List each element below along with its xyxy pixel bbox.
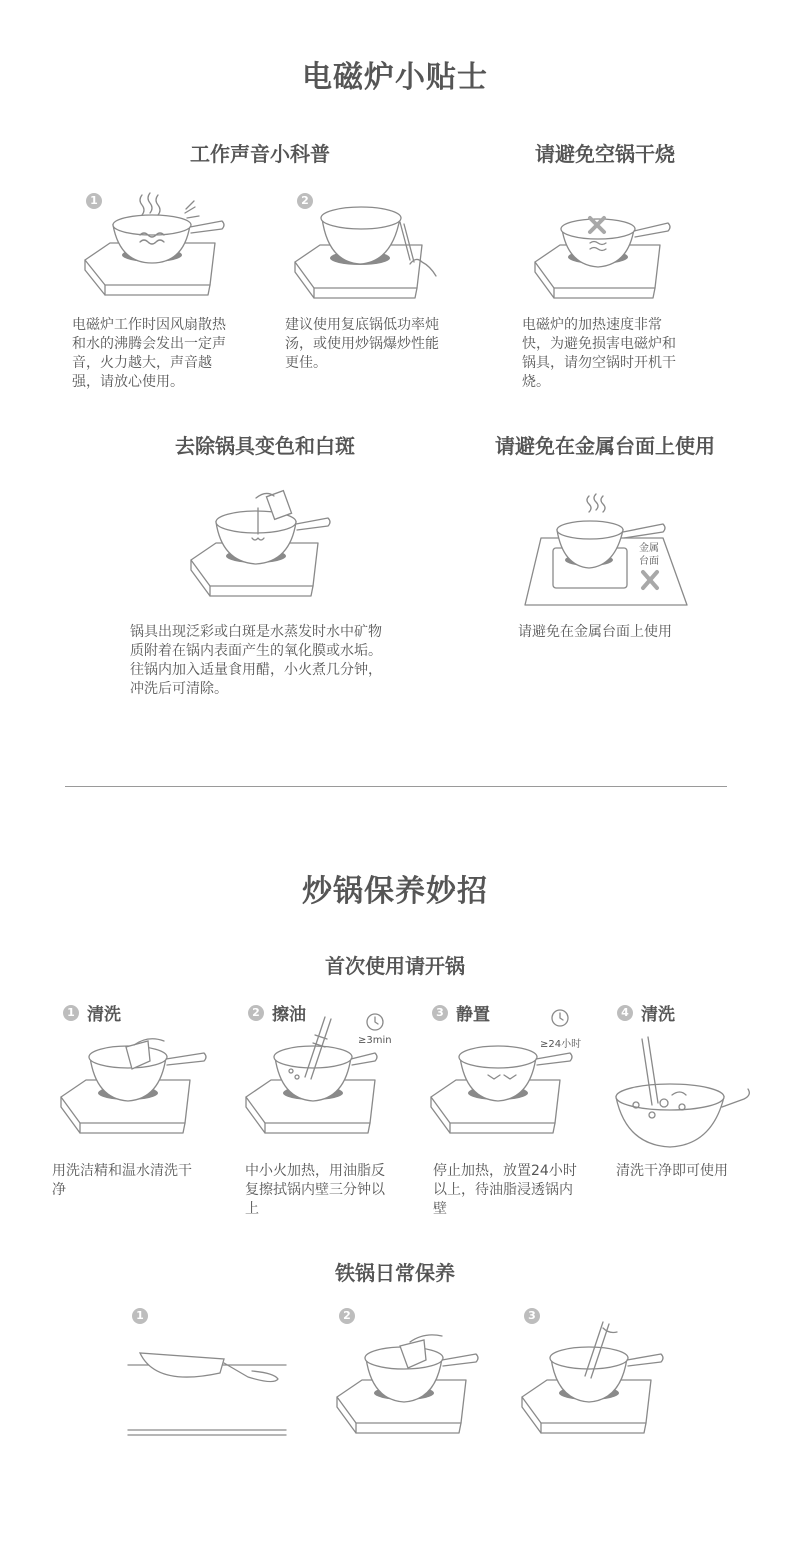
empty-pan-illustration	[532, 205, 682, 310]
step-number-badge: 1	[86, 193, 102, 209]
metal-surface-illustration	[523, 490, 693, 610]
dry-wok-illustration	[128, 1335, 288, 1440]
first-use-step-1-header	[63, 1000, 121, 1025]
section-title-first-use: 首次使用请开锅	[325, 954, 465, 978]
step-number-badge: 4	[617, 1005, 633, 1021]
clock-icon	[550, 1008, 570, 1028]
pan-handle	[190, 221, 224, 233]
step-number-badge: 3	[432, 1005, 448, 1021]
first-use-step-4-header	[617, 1000, 675, 1025]
wok-recommend-illustration	[292, 200, 442, 310]
step-number-badge: 1	[63, 1005, 79, 1021]
first-use-step-3-header	[432, 1000, 490, 1025]
step-number-badge: 1	[132, 1308, 148, 1324]
section-title-daily: 铁锅日常保养	[335, 1261, 455, 1285]
fan-lines	[185, 201, 199, 218]
daily-oil-illustration	[334, 1330, 484, 1445]
vinegar-clean-illustration	[188, 488, 338, 608]
daily-heat-illustration	[519, 1320, 669, 1445]
section-title-stain: 去除锅具变色和白斑	[175, 434, 355, 458]
metal-text: 请避免在金属台面上使用	[518, 624, 672, 640]
first-use-step-3-text: 停止加热，放置24小时以上，待油脂浸透锅内壁	[433, 1163, 577, 1217]
page-title-care: 炒锅保养妙招	[302, 874, 488, 909]
step-number-badge: 2	[297, 193, 313, 209]
timer-label: ≥24小时	[540, 1039, 582, 1050]
section-title-dry: 请避免空锅干烧	[535, 142, 675, 166]
step-label: 清洗	[641, 1005, 675, 1025]
rest-illustration	[428, 1035, 578, 1145]
step-label: 擦油	[272, 1005, 306, 1025]
stir-fry-illustration	[612, 1035, 762, 1155]
step-number-badge: 2	[248, 1005, 264, 1021]
step-number-badge: 2	[339, 1308, 355, 1324]
sound-step2-text: 建议使用复底锅低功率炖汤，或使用炒锅爆炒性能更佳。	[285, 317, 439, 371]
first-use-step-1-text: 用洗洁精和温水清洗干净	[52, 1163, 192, 1198]
first-use-step-4-text: 清洗干净即可使用	[616, 1163, 728, 1179]
sound-step1-text: 电磁炉工作时因风扇散热和水的沸腾会发出一定声音，火力越大，声音越强，请放心使用。	[72, 317, 226, 390]
metal-surface-label: 金属 台面	[639, 543, 659, 567]
step-label: 清洗	[87, 1005, 121, 1025]
oil-wipe-illustration	[243, 1015, 393, 1145]
wash-illustration	[58, 1035, 213, 1145]
section-title-sound: 工作声音小科普	[190, 142, 330, 166]
dry-text: 电磁炉的加热速度非常快，为避免损害电磁炉和锅具，请勿空锅时开机干烧。	[522, 317, 676, 390]
induction-noise-illustration	[80, 185, 230, 305]
section-divider	[65, 786, 727, 787]
first-use-step-2-text: 中小火加热，用油脂反复擦拭锅内壁三分钟以上	[245, 1163, 385, 1217]
step-number-badge: 3	[524, 1308, 540, 1324]
step-label: 静置	[456, 1005, 490, 1025]
page-title-tips: 电磁炉小贴士	[302, 60, 488, 95]
stain-text: 锅具出现泛彩或白斑是水蒸发时水中矿物质附着在锅内表面产生的氧化膜或水垢。往锅内加入适量食用醋，小火煮几分钟，冲洗后可清除。	[130, 624, 382, 697]
section-title-metal: 请避免在金属台面上使用	[495, 434, 715, 458]
wok-handle	[400, 222, 414, 262]
timer-label: ≥3min	[358, 1035, 392, 1046]
